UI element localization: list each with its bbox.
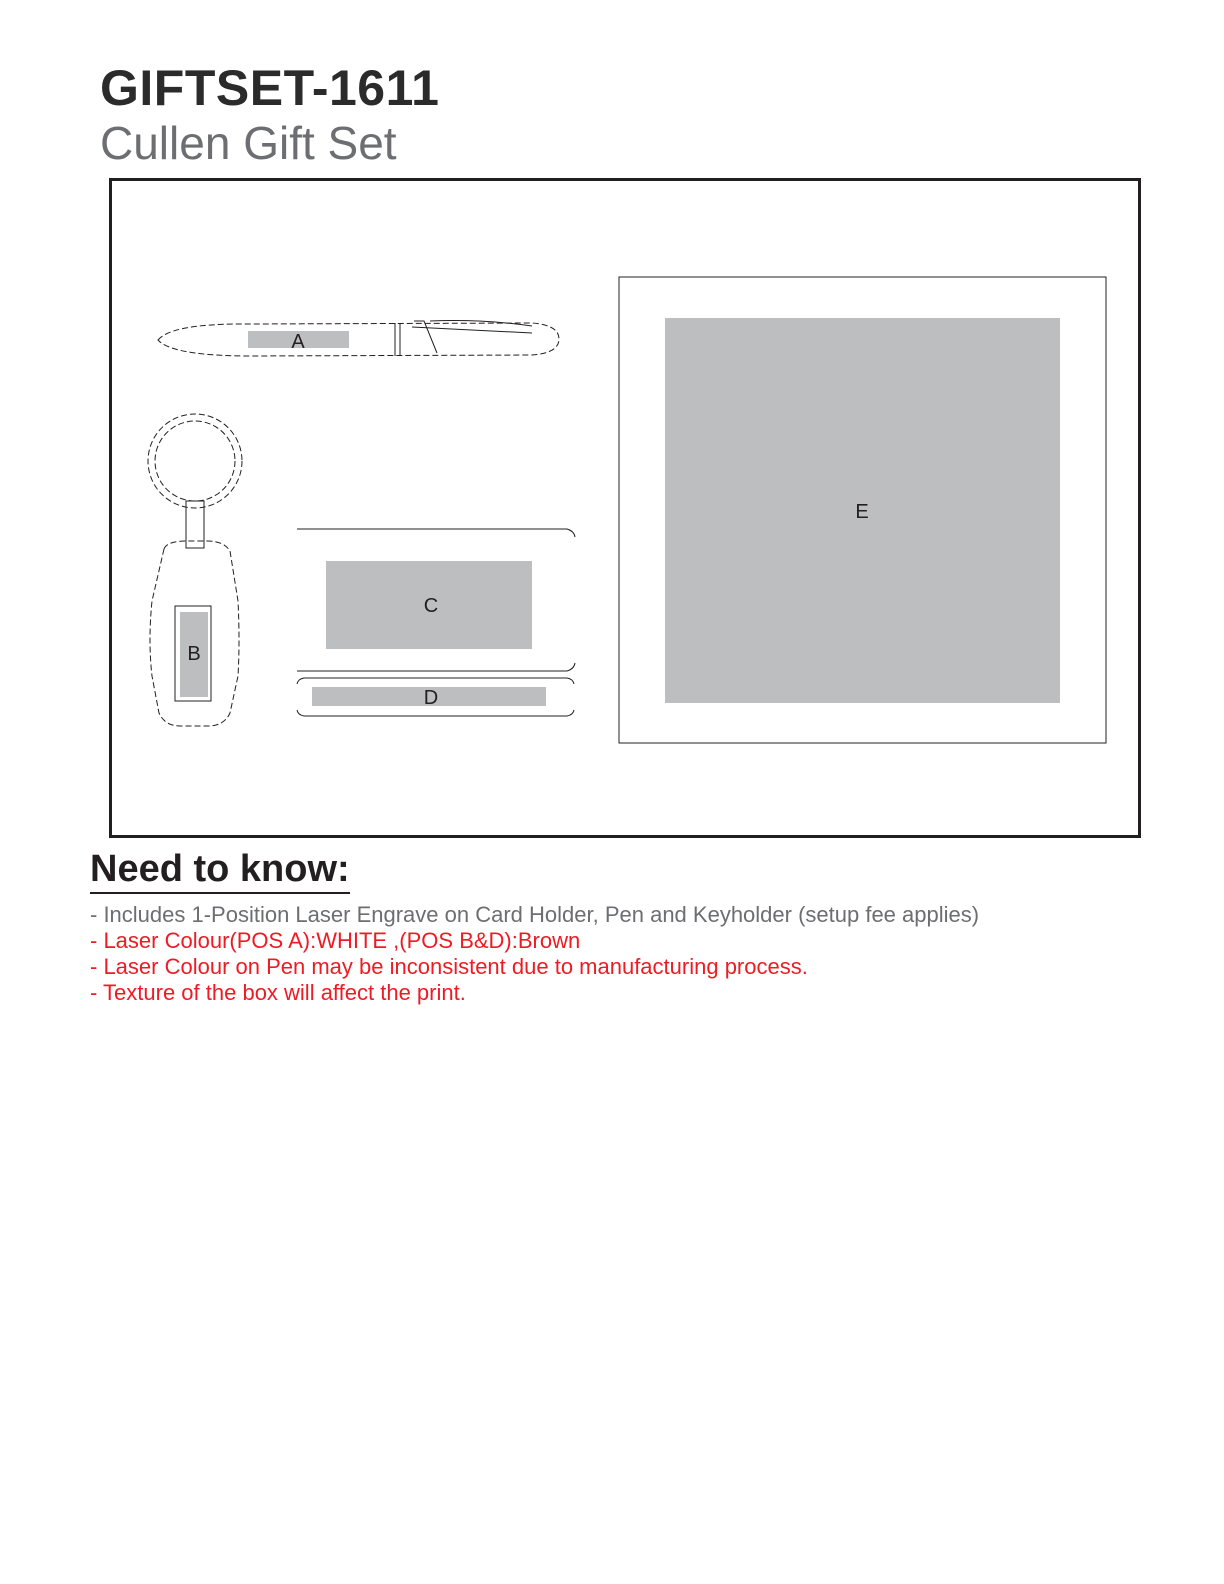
product-drawing: [112, 181, 1138, 835]
label-a: A: [291, 331, 305, 353]
label-c: C: [423, 595, 439, 617]
product-name: Cullen Gift Set: [100, 117, 397, 169]
notes-list: [90, 902, 979, 1006]
note-item: - Laser Colour on Pen may be inconsistent due to manufacturing process.: [90, 954, 808, 979]
product-drawing-frame: [109, 178, 1141, 838]
note-item: - Texture of the box will affect the print.: [90, 980, 466, 1005]
note-item: - Laser Colour(POS A):WHITE ,(POS B&D):Brown: [90, 928, 581, 953]
need-to-know-heading: Need to know:: [90, 846, 350, 894]
product-code: GIFTSET-1611: [100, 60, 440, 116]
label-b: B: [187, 643, 201, 665]
label-e: E: [855, 501, 869, 523]
label-d: D: [423, 687, 439, 709]
pen-drawing: [158, 321, 559, 356]
note-item: - Includes 1-Position Laser Engrave on Card Holder, Pen and Keyholder (setup fee applies): [90, 902, 980, 927]
